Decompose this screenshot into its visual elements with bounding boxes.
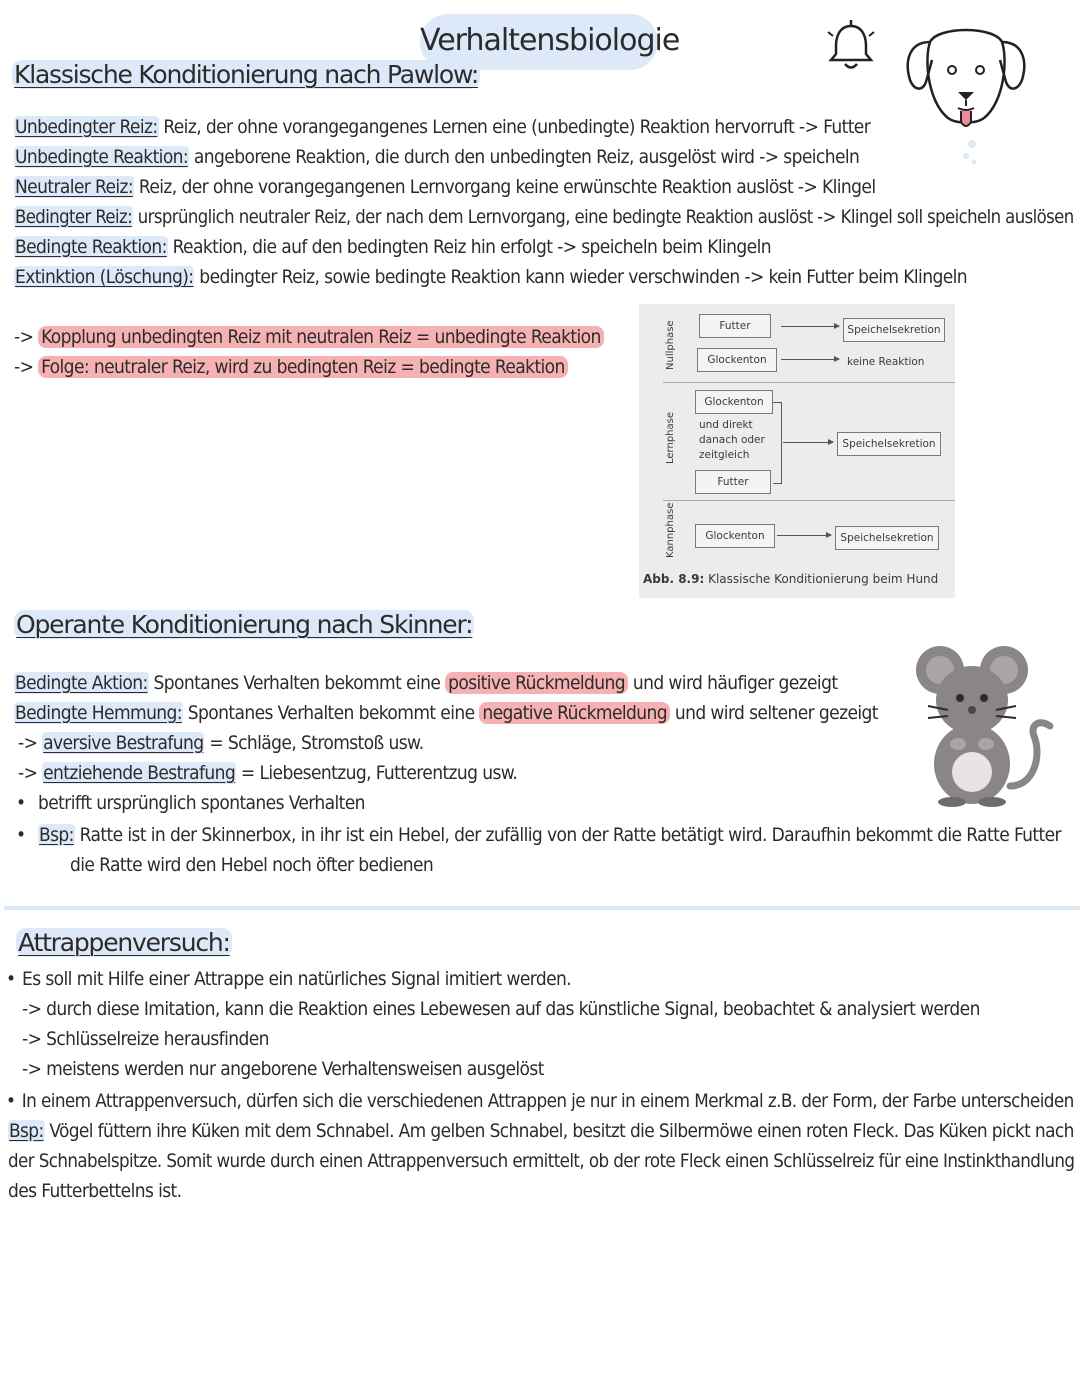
operant-bullet-cont: die Ratte wird den Hebel noch öfter bedienen (70, 854, 434, 876)
conditioning-figure (639, 304, 955, 598)
operant-line: Bedingte Hemmung: Spontanes Verhalten bekommt eine negative Rückmeldung und wird seltener gezeigt (15, 702, 878, 724)
box-speichel: Speichelsekretion (837, 432, 941, 456)
section-divider (4, 906, 1080, 910)
phase-separator (663, 500, 955, 501)
operant-line: -> entziehende Bestrafung = Liebesentzug, Futterentzug usw. (18, 762, 518, 784)
definition-line: Unbedingter Reiz: Reiz, der ohne vorangegangenes Lernen eine (unbedingte) Reaktion hervorruft -> Futter (15, 116, 871, 138)
arrow (781, 359, 839, 360)
highlight-line: -> Folge: neutraler Reiz, wird zu bedingten Reiz = bedingte Reaktion (14, 352, 568, 382)
arrow (781, 326, 839, 327)
attrappe-arrow-line: -> Schlüsselreize herausfinden (22, 1028, 269, 1050)
definition-line: Unbedingte Reaktion: angeborene Reaktion, die durch den unbedingten Reiz, ausgelöst wird -> speicheln (15, 146, 860, 168)
text-danach: danach oder (699, 434, 765, 446)
definition-line: Neutraler Reiz: Reiz, der ohne vorangegangenen Lernvorgang keine erwünschte Reaktion auslöst -> Klingel (15, 176, 876, 198)
arrow (777, 535, 831, 536)
rat-icon (914, 636, 1060, 810)
attrappe-arrow-line: -> durch diese Imitation, kann die Reaktion eines Lebewesen auf das künstliche Signal, beobachtet & analysiert werden (22, 998, 980, 1020)
box-futter: Futter (695, 470, 771, 494)
box-speichel: Speichelsekretion (843, 318, 945, 342)
attrappe-bullet: • In einem Attrappenversuch, dürfen sich die verschiedenen Attrappen je nur in einem Merkmal z.B. der Form, der Farbe unterscheiden (6, 1090, 1074, 1112)
operant-line: -> aversive Bestrafung = Schläge, Stromstoß usw. (18, 732, 424, 754)
definition-line: Bedingter Reiz: ursprünglich neutraler Reiz, der nach dem Lernvorgang, eine bedingte Reaktion auslöst -> Klingel soll speicheln auslösen (14, 206, 1074, 228)
attrappe-example: des Futterbettelns ist. (8, 1180, 182, 1202)
text-und-direkt: und direkt (699, 419, 753, 431)
arrow (783, 442, 833, 443)
attrappe-bullet: • Es soll mit Hilfe einer Attrappe ein natürliches Signal imitiert werden. (6, 968, 572, 990)
phase-separator (663, 382, 955, 383)
operant-bullet: • betrifft ursprünglich spontanes Verhalten (16, 792, 365, 814)
phase-label: Nullphase (665, 320, 676, 370)
highlight-line: -> Kopplung unbedingten Reiz mit neutralen Reiz = unbedingte Reaktion (14, 322, 604, 352)
operant-bullet: • Bsp: Ratte ist in der Skinnerbox, in ihr ist ein Hebel, der zufällig von der Ratte betätigt wird. Daraufhin bekommt die Ratte Futter (16, 824, 1061, 846)
bell-icon (822, 16, 880, 74)
box-glocke: Glockenton (697, 348, 777, 372)
section-title-attrappe: Attrappenversuch: (18, 928, 230, 957)
box-glocke: Glockenton (695, 524, 775, 548)
box-futter: Futter (699, 314, 771, 338)
operant-line: Bedingte Aktion: Spontanes Verhalten bekommt eine positive Rückmeldung und wird häufiger gezeigt (15, 672, 838, 694)
bracket (773, 402, 782, 484)
definition-line: Extinktion (Löschung): bedingter Reiz, sowie bedingte Reaktion kann wieder verschwinden -> kein Futter beim Klingeln (15, 266, 968, 288)
attrappe-example: Bsp: Vögel füttern ihre Küken mit dem Schnabel. Am gelben Schnabel, besitzt die Silbermöwe einen roten Fleck. Das Küken pickt nach (8, 1120, 1074, 1142)
section-title-operant: Operante Konditionierung nach Skinner: (16, 610, 473, 639)
box-glocke: Glockenton (695, 390, 773, 414)
text-keine-reaktion: keine Reaktion (847, 356, 925, 368)
dog-icon (900, 12, 1032, 172)
box-speichel: Speichelsekretion (835, 526, 939, 550)
section-title-classical: Klassische Konditionierung nach Pawlow: (14, 60, 479, 89)
definition-line: Bedingte Reaktion: Reaktion, die auf den bedingten Reiz hin erfolgt -> speicheln beim Klingeln (15, 236, 771, 258)
text-zeitgleich: zeitgleich (699, 449, 750, 461)
phase-label: Kannphase (665, 502, 676, 558)
phase-label: Lernphase (665, 412, 676, 464)
attrappe-example: der Schnabelspitze. Somit wurde durch einen Attrappenversuch ermittelt, ob der rote Fleck einen Schlüsselreiz für eine Instinkthandlung (8, 1150, 1075, 1172)
page-title: Verhaltensbiologie (420, 14, 658, 70)
attrappe-arrow-line: -> meistens werden nur angeborene Verhaltensweisen ausgelöst (22, 1058, 544, 1080)
figure-caption: Abb. 8.9: Klassische Konditionierung beim Hund (643, 572, 939, 586)
